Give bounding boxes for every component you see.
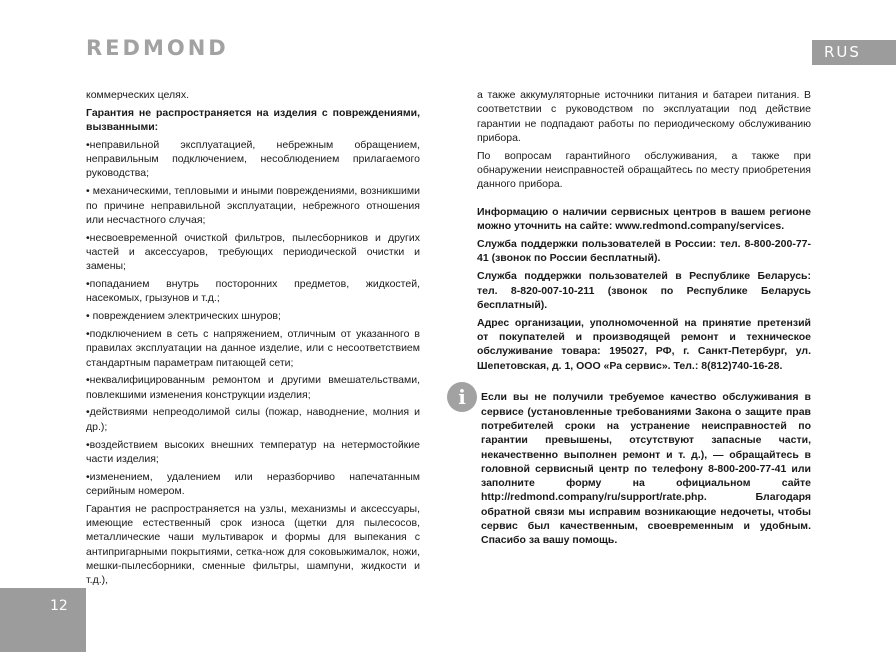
bullet-item: •попаданием внутрь посторонних предметов, жидкостей, насекомых, грызунов и т.д.; — [86, 278, 420, 305]
bullet-item: • механическими, тепловыми и иными повреждениями, возникшими по причине неправильной эксплуатации, небрежного отношения или несчастного случая; — [86, 185, 420, 226]
service-info: Информацию о наличии сервисных центров в вашем регионе можно уточнить на сайте: www.redmond.company/services. — [477, 206, 811, 233]
bullet-item: •подключением в сеть с напряжением, отличным от указанного в правилах эксплуатации на данное изделие, или с несоответствием стандартным параметрам питающей сети; — [86, 327, 420, 369]
page-number: 12 — [0, 588, 86, 652]
paragraph: Гарантия не распространяется на узлы, механизмы и аксессуары, имеющие естественный срок износа (щетки для пылесосов, металлические чаши мультиварок и формы для выпекания с антипригарными покрытиями, сетка-нож для соковыжималок, ножи, мешки-пылесборники, сменные фильтры, шампуни, жидкости и т.д.), — [86, 502, 420, 587]
left-column — [86, 88, 420, 591]
support-russia: Служба поддержки пользователей в России: тел. 8-800-200-77-41 (звонок по России бесплатный). — [477, 238, 811, 265]
paragraph: По вопросам гарантийного обслуживания, а также при обнаружении неисправностей обращайтесь по месту приобретения данного прибора. — [477, 149, 811, 191]
support-belarus: Служба поддержки пользователей в Республике Беларусь: тел. 8-820-007-10-211 (звонок по Республике Беларусь бесплатный). — [477, 270, 811, 311]
bullet-item: •действиями непреодолимой силы (пожар, наводнение, молния и др.); — [86, 406, 420, 433]
paragraph: а также аккумуляторные источники питания и батареи питания. В соответствии с руководством по эксплуатации под действие гарантии не подпадают работы по периодическому обслуживанию прибора. — [477, 89, 811, 144]
notice-block — [458, 385, 811, 547]
notice-text: Если вы не получили требуемое качество обслуживания в сервисе (установленные требованиями Закона о защите прав потребителей сроки на устранение неисправностей по гарантии превышены, отсутствуют запасные части, некачественно выполнен ремонт и т. д.), — обращайтесь в головной сервисный центр по телефону 8-800-200-77-41 или заполните форму на официальном сайте http://redmond.company/ru/support/rate.php. Благодаря обратной связи мы исправим возникающие недочеты, чтобы сервис был качественным, своевременным и удобным. Спасибо за вашу помощь. — [481, 391, 811, 547]
info-icon: i — [447, 382, 477, 412]
bullet-item: •изменением, удалением или неразборчиво напечатанным серийным номером. — [86, 470, 420, 497]
bullet-item: •воздействием высоких внешних температур на нетермостойкие части изделия; — [86, 438, 420, 465]
right-column — [458, 88, 811, 551]
bullet-item: •неправильной эксплуатацией, небрежным обращением, неправильным подключением, несоблюдением прилагаемого руководства; — [86, 138, 420, 180]
bullet-item: •неквалифицированным ремонтом и другими вмешательствами, повлекшими изменения конструкции изделия; — [86, 374, 420, 401]
language-badge: RUS — [812, 40, 896, 65]
bullet-item: • повреждением электрических шнуров; — [86, 310, 281, 323]
organization-address: Адрес организации, уполномоченной на принятие претензий от покупателей и производящей ремонт и техническое обслуживание товара: 195027, РФ, г. Санкт-Петербург, ул. Шепетовская, д. 1, ООО «Ра сервис». Тел.: 8(812)740-16-28. — [477, 316, 811, 372]
bullet-item: •несвоевременной очисткой фильтров, пылесборников и других частей и аксессуаров, требующих периодической очистки и замены; — [86, 231, 420, 273]
brand-logo: REDMOND — [86, 36, 229, 60]
paragraph: коммерческих целях. — [86, 89, 189, 101]
paragraph-heading: Гарантия не распространяется на изделия с повреждениями, вызванными: — [86, 106, 420, 134]
